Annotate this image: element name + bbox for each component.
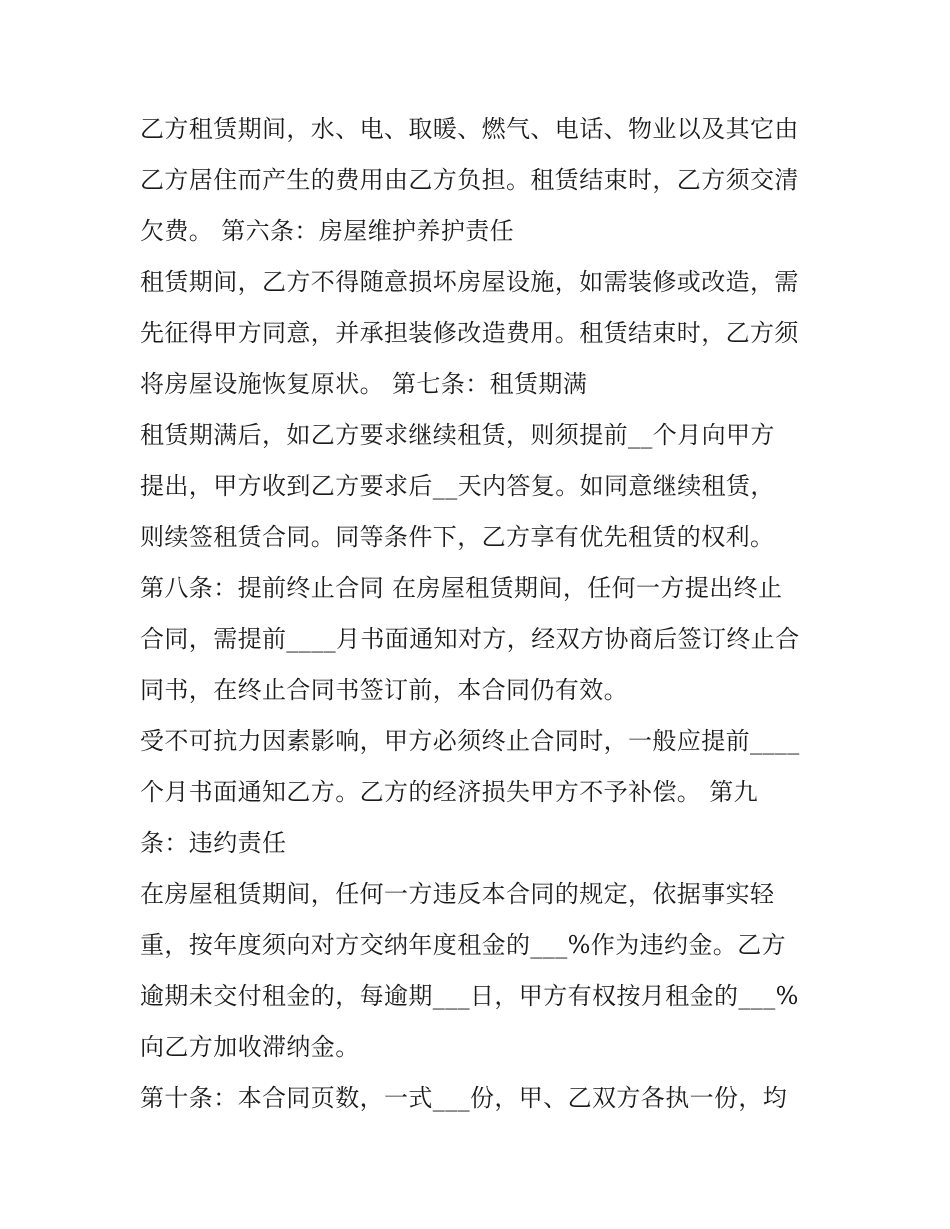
text-line: 个月书面通知乙方。乙方的经济损失甲方不予补偿。 第九 — [140, 778, 759, 806]
text-line: 重，按年度须向对方交纳年度租金的___%作为违约金。乙方 — [140, 931, 787, 959]
text-line: 向乙方加收滞纳金。 — [140, 1033, 360, 1061]
text-line: 先征得甲方同意，并承担装修改造费用。租赁结束时，乙方须 — [140, 319, 799, 347]
text-line: 乙方居住而产生的费用由乙方负担。租赁结束时，乙方须交清 — [140, 166, 799, 194]
text-line: 第十条：本合同页数，一式___份，甲、乙双方各执一份，均 — [140, 1084, 788, 1112]
text-line: 欠费。 第六条：房屋维护养护责任 — [140, 217, 515, 245]
text-line: 则续签租赁合同。同等条件下，乙方享有优先租赁的权利。 — [140, 523, 775, 551]
text-line: 在房屋租赁期间，任何一方违反本合同的规定，依据事实轻 — [140, 880, 775, 908]
text-line: 受不可抗力因素影响，甲方必须终止合同时，一般应提前____ — [140, 727, 800, 755]
text-line: 合同，需提前____月书面通知对方，经双方协商后签订终止合 — [140, 625, 800, 653]
text-line: 乙方租赁期间，水、电、取暖、燃气、电话、物业以及其它由 — [140, 115, 799, 143]
text-line: 租赁期间，乙方不得随意损坏房屋设施，如需装修或改造，需 — [140, 268, 799, 296]
text-line: 租赁期满后，如乙方要求继续租赁，则须提前__个月向甲方 — [140, 421, 775, 449]
text-line: 提出，甲方收到乙方要求后__天内答复。如同意继续租赁， — [140, 472, 775, 500]
text-line: 逾期未交付租金的，每逾期___日，甲方有权按月租金的___% — [140, 982, 799, 1010]
text-line: 第八条：提前终止合同 在房屋租赁期间，任何一方提出终止 — [140, 574, 783, 602]
text-line: 条：违约责任 — [140, 829, 287, 857]
contract-body — [140, 104, 820, 1124]
text-line: 同书，在终止合同书签订前，本合同仍有效。 — [140, 676, 628, 704]
text-line: 将房屋设施恢复原状。 第七条：租赁期满 — [140, 370, 588, 398]
